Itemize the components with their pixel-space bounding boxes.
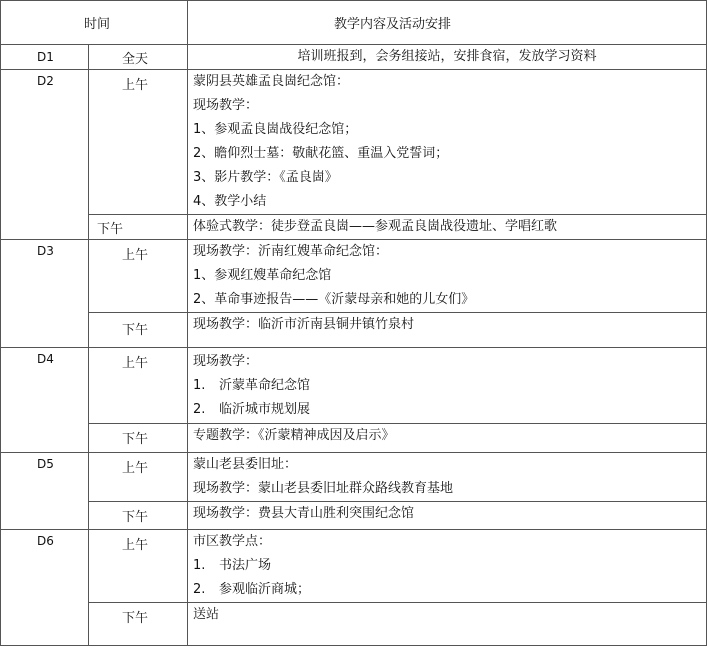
- list-item: [193, 398, 706, 422]
- slot-label: 下午: [89, 502, 188, 530]
- day-row-d3: [1, 240, 707, 313]
- slot-row-d2-pm: [1, 215, 707, 240]
- slot-content: [188, 530, 707, 603]
- content-line: 培训班报到，会务组接站，安排食宿，发放学习资料: [297, 49, 597, 64]
- slot-content: [188, 313, 707, 348]
- day-row-d6: [1, 530, 707, 603]
- slot-label: 上午: [89, 70, 188, 215]
- slot-content: [188, 424, 707, 453]
- slot-label: 上午: [89, 240, 188, 313]
- day-label: D4: [1, 348, 89, 453]
- content-line: 现场教学：: [193, 98, 259, 113]
- content-line: 送站: [193, 607, 220, 622]
- day-row-d5: [1, 453, 707, 502]
- slot-label: 上午: [89, 530, 188, 603]
- list-text: 沂蒙革命纪念馆: [219, 378, 311, 393]
- content-line: 蒙山老县委旧址：: [193, 457, 298, 472]
- content-line: 现场教学：蒙山老县委旧址群众路线教育基地: [193, 481, 454, 496]
- slot-row-d6-pm: [1, 603, 707, 646]
- slot-content: [188, 603, 707, 646]
- slot-label: 下午: [89, 215, 188, 240]
- list-item: [193, 374, 706, 398]
- list-text: 临沂城市规划展: [219, 402, 311, 417]
- slot-label: 下午: [89, 424, 188, 453]
- list-number: 1.: [193, 378, 206, 393]
- content-line: 2、革命事迹报告——《沂蒙母亲和她的儿女们》: [193, 292, 475, 307]
- list-number: 1.: [193, 558, 206, 573]
- content-line: 专题教学：《沂蒙精神成因及启示》: [193, 428, 395, 443]
- content-line: 蒙阴县英雄孟良崮纪念馆：: [193, 74, 350, 89]
- content-line: 现场教学：沂南红嫂革命纪念馆：: [193, 244, 389, 259]
- day-label: D2: [1, 70, 89, 240]
- content-line: 现场教学：: [193, 354, 259, 369]
- slot-label: 上午: [89, 453, 188, 502]
- slot-label: 上午: [89, 348, 188, 424]
- list-number: 2.: [193, 582, 206, 597]
- day-row-d1: [1, 45, 707, 70]
- list-text: 书法广场: [219, 558, 272, 573]
- slot-label: 全天: [89, 45, 188, 70]
- day-label: D3: [1, 240, 89, 348]
- day-label: D5: [1, 453, 89, 530]
- list-item: [193, 578, 706, 602]
- slot-row-d4-pm: [1, 424, 707, 453]
- slot-label: 下午: [89, 313, 188, 348]
- content-line: 4、教学小结: [193, 194, 267, 209]
- header-content: 教学内容及活动安排: [188, 1, 707, 45]
- slot-content: [188, 70, 707, 215]
- content-line: 1、参观孟良崮战役纪念馆；: [193, 122, 358, 137]
- slot-content: [188, 453, 707, 502]
- header-row: [1, 1, 707, 45]
- day-label: D6: [1, 530, 89, 646]
- content-line: 1、参观红嫂革命纪念馆: [193, 268, 332, 283]
- slot-row-d5-pm: [1, 502, 707, 530]
- content-line: 体验式教学：徒步登孟良崮——参观孟良崮战役遗址、学唱红歌: [193, 219, 558, 234]
- content-line: 3、影片教学：《孟良崮》: [193, 170, 338, 185]
- slot-content: [188, 215, 707, 240]
- day-row-d4: [1, 348, 707, 424]
- content-line: 2、瞻仰烈士墓：敬献花篮、重温入党誓词；: [193, 146, 449, 161]
- list-item: [193, 554, 706, 578]
- header-time: 时间: [1, 1, 188, 45]
- slot-content: [188, 502, 707, 530]
- content-line: 现场教学：临沂市沂南县铜井镇竹泉村: [193, 317, 415, 332]
- day-label: D1: [1, 45, 89, 70]
- slot-content: [188, 348, 707, 424]
- list-number: 2.: [193, 402, 206, 417]
- content-line: 市区教学点：: [193, 534, 272, 549]
- slot-label: 下午: [89, 603, 188, 646]
- slot-content: [188, 240, 707, 313]
- list-text: 参观临沂商城；: [219, 582, 311, 597]
- slot-content: [188, 45, 707, 70]
- slot-row-d3-pm: [1, 313, 707, 348]
- day-row-d2: [1, 70, 707, 215]
- content-line: 现场教学：费县大青山胜利突围纪念馆: [193, 506, 415, 521]
